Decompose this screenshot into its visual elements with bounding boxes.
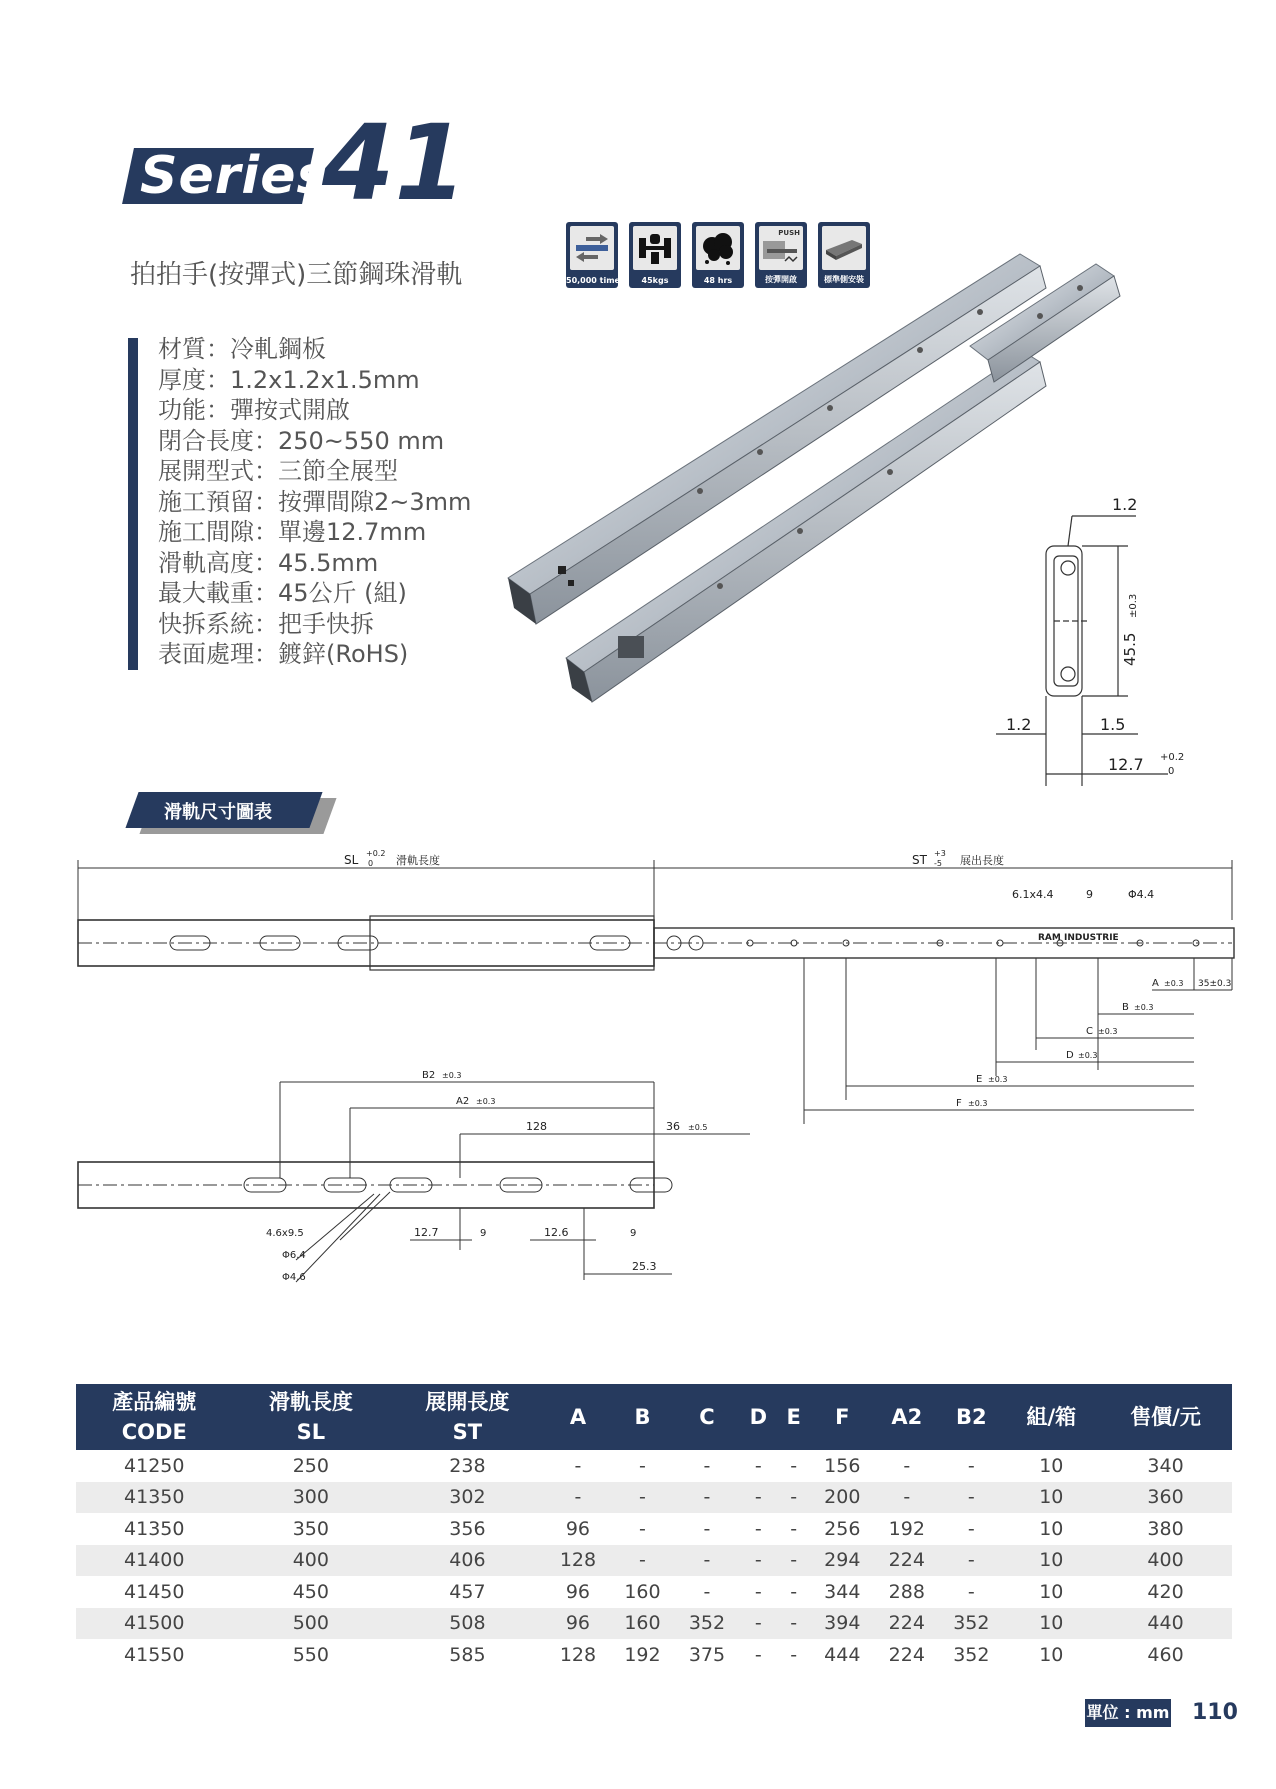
dim-a2-label: A2	[456, 1096, 470, 1107]
table-cell: 508	[389, 1608, 546, 1640]
dim-127-label: 12.7	[414, 1226, 439, 1239]
table-cell: -	[639, 1517, 646, 1540]
table-cell: -	[939, 1482, 1004, 1514]
table-cell: -	[703, 1517, 711, 1540]
profile-ball-bottom	[1061, 667, 1075, 681]
table-header-line1: 售價/元	[1130, 1405, 1201, 1429]
profile-left-value: 1.2	[1006, 715, 1032, 734]
st-label: ST	[912, 853, 927, 867]
table-cell: 41450	[124, 1580, 185, 1603]
table-cell: 340	[1147, 1454, 1184, 1477]
spec-height: 滑軌高度：45.5mm	[158, 548, 379, 577]
table-header-cell	[675, 1384, 740, 1450]
table-cell: -	[739, 1482, 777, 1514]
table-cell: 41400	[76, 1545, 233, 1577]
table-cell: -	[790, 1454, 798, 1477]
hole64-leader	[296, 1194, 374, 1260]
profile-height-tol: ±0.3	[1128, 593, 1139, 618]
table-cell: 350	[292, 1517, 329, 1540]
dim-36-label: 36	[666, 1120, 680, 1133]
spec-accent-bar	[128, 338, 138, 670]
table-header-cell	[739, 1384, 777, 1450]
spec-closed-length: 閉合長度：250~550 mm	[158, 426, 445, 455]
profile-diagram	[960, 490, 1220, 800]
sl-tol-upper: +0.2	[366, 849, 386, 858]
table-cell: -	[610, 1482, 675, 1514]
push-label: PUSH	[778, 229, 800, 237]
table-cell: -	[675, 1482, 740, 1514]
table-cell: -	[703, 1580, 711, 1603]
table-cell: -	[903, 1454, 911, 1477]
dim-b-label: B	[1122, 1002, 1129, 1013]
table-row	[76, 1608, 1232, 1640]
table-cell: 41350	[124, 1517, 185, 1540]
dim-b-tol: ±0.3	[1134, 1003, 1154, 1012]
table-cell: 356	[449, 1517, 486, 1540]
table-row	[76, 1576, 1232, 1608]
table-cell: 400	[1099, 1545, 1232, 1577]
table-cell: 160	[624, 1580, 661, 1603]
hole-6x4-label: 6.1x4.4	[1012, 888, 1054, 901]
table-cell: -	[790, 1643, 798, 1666]
table-header-line1: F	[835, 1405, 850, 1429]
table-cell: -	[777, 1545, 810, 1577]
feature-caption: 48 hrs	[703, 276, 733, 285]
table-header-cell	[610, 1384, 675, 1450]
dim-c-label: C	[1086, 1026, 1093, 1037]
table-cell: 192	[888, 1517, 925, 1540]
table-cell: 440	[1099, 1608, 1232, 1640]
table-cell: -	[754, 1643, 762, 1666]
table-cell: 375	[688, 1643, 726, 1666]
dim-9a-label: 9	[480, 1228, 487, 1239]
table-row	[76, 1482, 1232, 1514]
hole46-leader	[296, 1194, 380, 1282]
dim-b2-label: B2	[422, 1070, 436, 1081]
spec-list	[158, 334, 471, 670]
dim-a-label: A	[1152, 978, 1159, 989]
table-cell: -	[777, 1482, 810, 1514]
table-header-line2: SL	[296, 1420, 326, 1444]
table-cell: 41500	[76, 1608, 233, 1640]
spec-material: 材質：冷軋鋼板	[158, 335, 326, 363]
table-header-line1: D	[749, 1405, 768, 1429]
table-cell: 10	[1004, 1608, 1099, 1640]
profile-gap-value: 12.7	[1108, 755, 1144, 774]
table-cell: -	[967, 1454, 975, 1477]
profile-gap-tol-upper: +0.2	[1160, 752, 1185, 763]
table-header-cell	[546, 1384, 611, 1450]
profile-height-value: 45.5	[1121, 632, 1139, 666]
table-cell: 10	[1004, 1545, 1099, 1577]
table-cell: -	[790, 1580, 798, 1603]
table-cell: 250	[292, 1454, 329, 1477]
table-header-line1: 展開長度	[425, 1390, 510, 1414]
brand-mark: RAM INDUSTRIE	[1038, 933, 1119, 943]
table-header-line2: ST	[452, 1420, 483, 1444]
spec-function: 功能：彈按式開啟	[158, 396, 350, 424]
spec-reserve: 施工預留：按彈間隙2~3mm	[158, 487, 472, 516]
table-cell: 585	[449, 1643, 486, 1666]
dim-a-end: 35±0.3	[1198, 979, 1232, 989]
table-cell: 460	[1147, 1643, 1184, 1666]
spec-quick-release: 快拆系統：把手快拆	[158, 609, 374, 638]
table-header-cell	[875, 1384, 940, 1450]
table-cell: -	[754, 1454, 762, 1477]
table-cell: 41550	[124, 1643, 185, 1666]
product-subtitle: 拍拍手(按彈式)三節鋼珠滑軌	[130, 260, 463, 290]
table-header-cell	[76, 1384, 233, 1450]
dim-a-tol: ±0.3	[1164, 979, 1184, 988]
table-cell: -	[610, 1545, 675, 1577]
table-cell: -	[967, 1580, 975, 1603]
table-cell: -	[777, 1608, 810, 1640]
dim-c-tol: ±0.3	[1098, 1027, 1118, 1036]
table-cell: 160	[610, 1608, 675, 1640]
table-cell: -	[703, 1454, 711, 1477]
series-label: Series	[140, 146, 329, 206]
dim-128-label: 128	[526, 1120, 547, 1133]
table-cell: 406	[389, 1545, 546, 1577]
st-desc: 展出長度	[960, 854, 1004, 867]
table-cell: -	[739, 1608, 777, 1640]
table-cell: 420	[1147, 1580, 1184, 1603]
table-cell: 128	[559, 1643, 597, 1666]
table-cell: 457	[449, 1580, 486, 1603]
feature-caption: 按彈開啟	[765, 275, 797, 284]
profile-right-value: 1.5	[1100, 715, 1126, 734]
table-header-line1: C	[699, 1405, 715, 1429]
feature-caption: 45kgs	[641, 276, 669, 285]
dim-253-label: 25.3	[632, 1260, 657, 1273]
table-cell: -	[754, 1580, 762, 1603]
profile-top-leader	[1068, 516, 1072, 546]
dim-b2-tol: ±0.3	[442, 1071, 462, 1080]
sl-desc: 滑軌長度	[396, 854, 440, 867]
table-cell: 450	[292, 1580, 329, 1603]
profile-top-dim: 1.2	[1112, 495, 1138, 514]
spec-extension-type: 展開型式：三節全展型	[158, 457, 398, 485]
dim-e-tol: ±0.3	[988, 1075, 1008, 1084]
series-number: 41	[322, 102, 467, 224]
dim-9b-label: 9	[630, 1228, 637, 1239]
table-cell: 380	[1147, 1517, 1184, 1540]
table-cell: 10	[1039, 1517, 1064, 1540]
table-cell: 352	[953, 1643, 990, 1666]
page-number: 110	[1192, 1700, 1238, 1725]
dim-36-tol: ±0.5	[688, 1123, 708, 1132]
table-header-line1: 組/箱	[1026, 1405, 1077, 1429]
table-cell: 352	[939, 1608, 1004, 1640]
table-cell: -	[739, 1545, 777, 1577]
feature-caption: 50,000 times	[566, 276, 625, 285]
table-cell: 500	[233, 1608, 390, 1640]
dim-d-label: D	[1066, 1050, 1074, 1061]
table-cell: 238	[449, 1454, 486, 1477]
slot-label: 4.6x9.5	[266, 1228, 304, 1239]
table-cell: -	[675, 1545, 740, 1577]
hole46-label: Φ4.6	[282, 1272, 306, 1283]
feature-caption: 標準側安裝	[824, 275, 864, 284]
table-cell: 10	[1039, 1454, 1064, 1477]
spec-thickness: 厚度：1.2x1.2x1.5mm	[158, 365, 420, 394]
table-header-line1: E	[786, 1405, 801, 1429]
table-header-line1: B2	[956, 1405, 987, 1429]
table-cell: 444	[824, 1643, 861, 1666]
table-header-cell	[389, 1384, 546, 1450]
table-cell: -	[939, 1545, 1004, 1577]
table-cell: 10	[1039, 1643, 1064, 1666]
table-cell: 10	[1039, 1580, 1064, 1603]
sl-tol-lower: 0	[368, 859, 374, 868]
table-cell: 360	[1099, 1482, 1232, 1514]
sl-label: SL	[344, 853, 359, 867]
profile-gap-tol-lower: 0	[1168, 766, 1175, 777]
dim-e-label: E	[976, 1074, 983, 1085]
hole-44-label: Φ4.4	[1128, 888, 1155, 901]
table-header-line1: 滑軌長度	[268, 1390, 353, 1414]
table-header-line1: A	[569, 1405, 587, 1429]
table-header-row	[76, 1384, 1232, 1450]
table-header-cell	[777, 1384, 810, 1450]
table-row	[76, 1513, 1232, 1545]
dim-f-label: F	[956, 1098, 962, 1109]
dim-d-tol: ±0.3	[1078, 1051, 1098, 1060]
spec-clearance: 施工間隙：單邊12.7mm	[158, 518, 427, 546]
table-cell: -	[639, 1454, 646, 1477]
table-cell: 300	[233, 1482, 390, 1514]
table-cell: 10	[1004, 1482, 1099, 1514]
table-cell: -	[574, 1454, 582, 1477]
table-header-cell	[810, 1384, 875, 1450]
section-title: 滑軌尺寸圖表	[164, 802, 272, 823]
dimension-drawing	[60, 840, 1240, 1300]
table-header-line1: 產品編號	[112, 1390, 197, 1414]
table-cell: 400	[233, 1545, 390, 1577]
table-cell: 156	[824, 1454, 861, 1477]
table-row	[76, 1545, 1232, 1577]
table-header-line2: CODE	[121, 1420, 187, 1444]
profile-ball-top	[1061, 561, 1075, 575]
table-cell: 224	[888, 1643, 925, 1666]
table-cell: -	[967, 1517, 975, 1540]
table-row	[76, 1639, 1232, 1671]
table-cell: 352	[675, 1608, 740, 1640]
table-cell: -	[546, 1482, 611, 1514]
table-cell: 288	[888, 1580, 925, 1603]
hole64-label: Φ6.4	[282, 1250, 306, 1261]
spec-table	[76, 1384, 1232, 1671]
table-cell: 41350	[76, 1482, 233, 1514]
table-cell: 96	[546, 1608, 611, 1640]
table-header-cell	[1099, 1384, 1232, 1450]
table-row	[76, 1450, 1232, 1482]
table-header-line1: B	[634, 1405, 651, 1429]
table-header-cell	[939, 1384, 1004, 1450]
table-cell: -	[790, 1517, 798, 1540]
table-cell: 200	[810, 1482, 875, 1514]
unit-label: 單位 : mm	[1085, 1699, 1171, 1727]
table-body	[76, 1450, 1232, 1671]
dim-126-label: 12.6	[544, 1226, 569, 1239]
table-cell: 344	[824, 1580, 861, 1603]
table-cell: 550	[292, 1643, 329, 1666]
table-cell: 256	[824, 1517, 861, 1540]
dim-a2-tol: ±0.3	[476, 1097, 496, 1106]
table-cell: 224	[875, 1608, 940, 1640]
table-cell: 394	[810, 1608, 875, 1640]
table-cell: 294	[810, 1545, 875, 1577]
spec-load: 最大載重：45公斤 (組)	[158, 579, 407, 607]
table-header-cell	[1004, 1384, 1099, 1450]
table-cell: 41250	[124, 1454, 185, 1477]
table-cell: 192	[624, 1643, 661, 1666]
table-cell: 302	[389, 1482, 546, 1514]
table-cell: 96	[565, 1580, 591, 1603]
table-cell: -	[875, 1482, 940, 1514]
hole-9-label: 9	[1086, 888, 1093, 901]
table-cell: 96	[565, 1517, 591, 1540]
spec-surface: 表面處理：鍍鋅(RoHS)	[158, 640, 409, 668]
table-cell: 128	[546, 1545, 611, 1577]
st-tol-lower: -5	[934, 859, 942, 868]
table-header-line1: A2	[891, 1405, 923, 1429]
table-cell: 224	[875, 1545, 940, 1577]
dim-f-tol: ±0.3	[968, 1099, 988, 1108]
table-header-cell	[233, 1384, 390, 1450]
st-tol-upper: +3	[934, 849, 946, 858]
table-cell: -	[754, 1517, 762, 1540]
